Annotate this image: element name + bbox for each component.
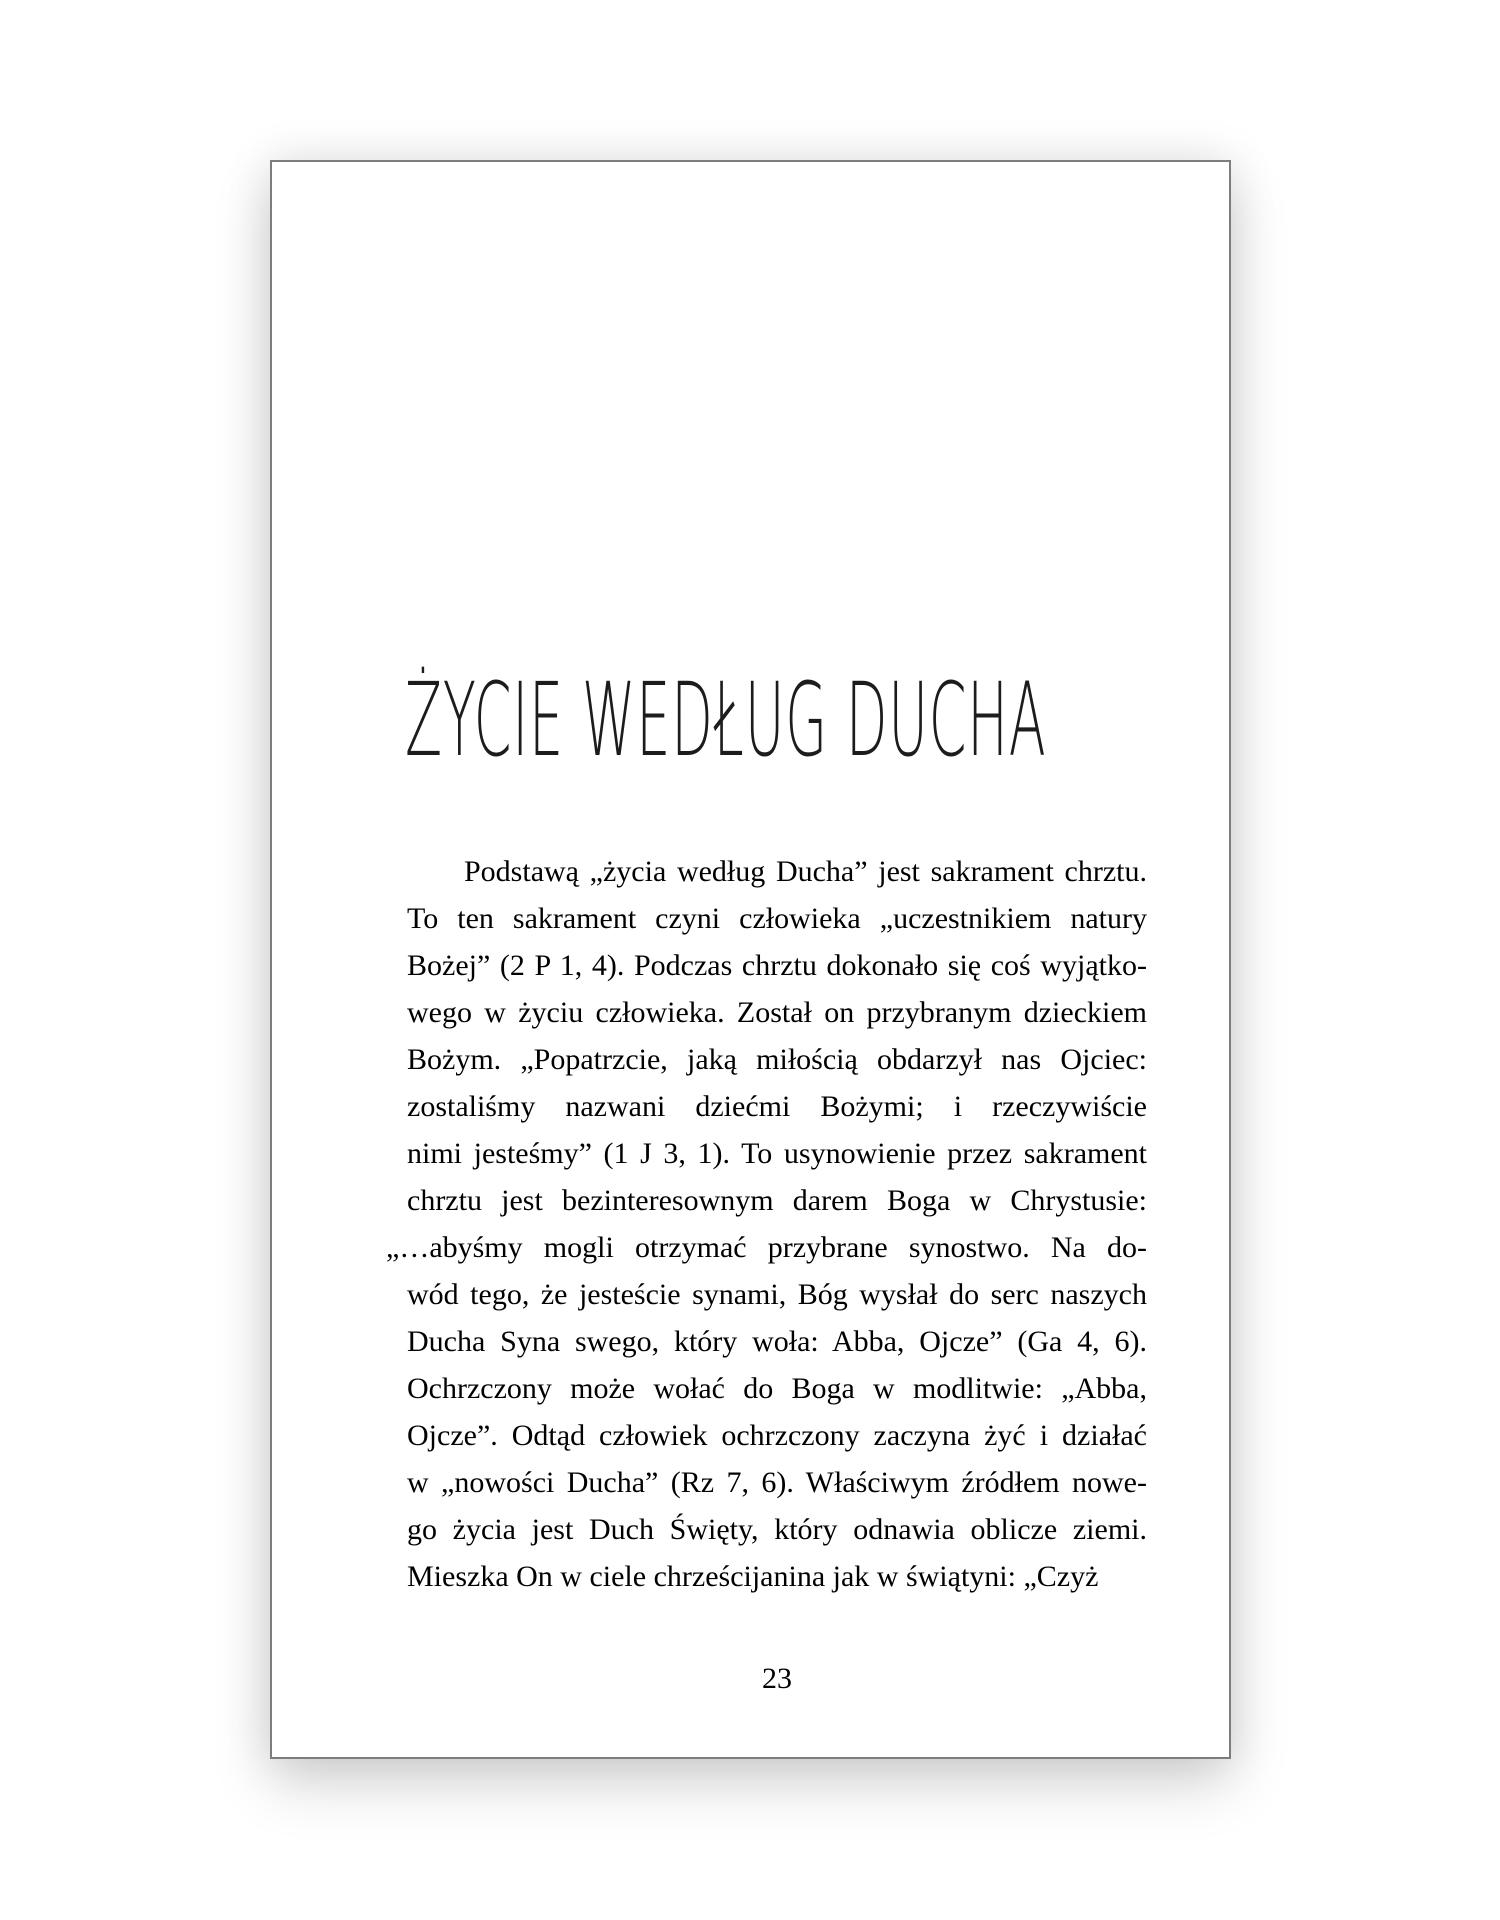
body-paragraph (386, 848, 1147, 1600)
body-line: Ojcze”. Odtąd człowiek ochrzczony zaczyna żyć i działać (407, 1419, 1147, 1452)
body-line: nimi jesteśmy” (1 J 3, 1). To usynowienie przez sakrament (407, 1137, 1147, 1170)
body-line: wód tego, że jesteście synami, Bóg wysłał do serc naszych (407, 1278, 1147, 1311)
body-line: Podstawą „życia według Ducha” jest sakrament chrztu. (464, 855, 1147, 888)
body-line: Ducha Syna swego, który woła: Abba, Ojcze” (Ga 4, 6). (407, 1325, 1147, 1358)
body-line: zostaliśmy nazwani dziećmi Bożymi; i rzeczywiście (407, 1090, 1147, 1123)
body-line: wego w życiu człowieka. Został on przybranym dzieckiem (407, 996, 1147, 1029)
body-line: chrztu jest bezinteresownym darem Boga w Chrystusie: (407, 1184, 1147, 1217)
body-line: w „nowości Ducha” (Rz 7, 6). Właściwym źródłem nowe- (407, 1466, 1147, 1499)
page-number: 23 (762, 1662, 792, 1695)
chapter-title: ŻYCIE WEDŁUG DUCHA (405, 661, 1047, 780)
body-line: To ten sakrament czyni człowieka „uczestnikiem natury (407, 902, 1147, 935)
body-line: go życia jest Duch Święty, który odnawia oblicze ziemi. (407, 1513, 1147, 1546)
body-line: „…abyśmy mogli otrzymać przybrane synostwo. Na do- (386, 1231, 1147, 1264)
body-line: Bożym. „Popatrzcie, jaką miłością obdarzył nas Ojciec: (407, 1043, 1147, 1076)
book-page (270, 160, 1231, 1759)
body-line: Ochrzczony może wołać do Boga w modlitwie: „Abba, (407, 1372, 1147, 1405)
body-line: Bożej” (2 P 1, 4). Podczas chrztu dokonało się coś wyjątko- (407, 949, 1147, 982)
body-line: Mieszka On w ciele chrześcijanina jak w świątyni: „Czyż (407, 1560, 1099, 1593)
